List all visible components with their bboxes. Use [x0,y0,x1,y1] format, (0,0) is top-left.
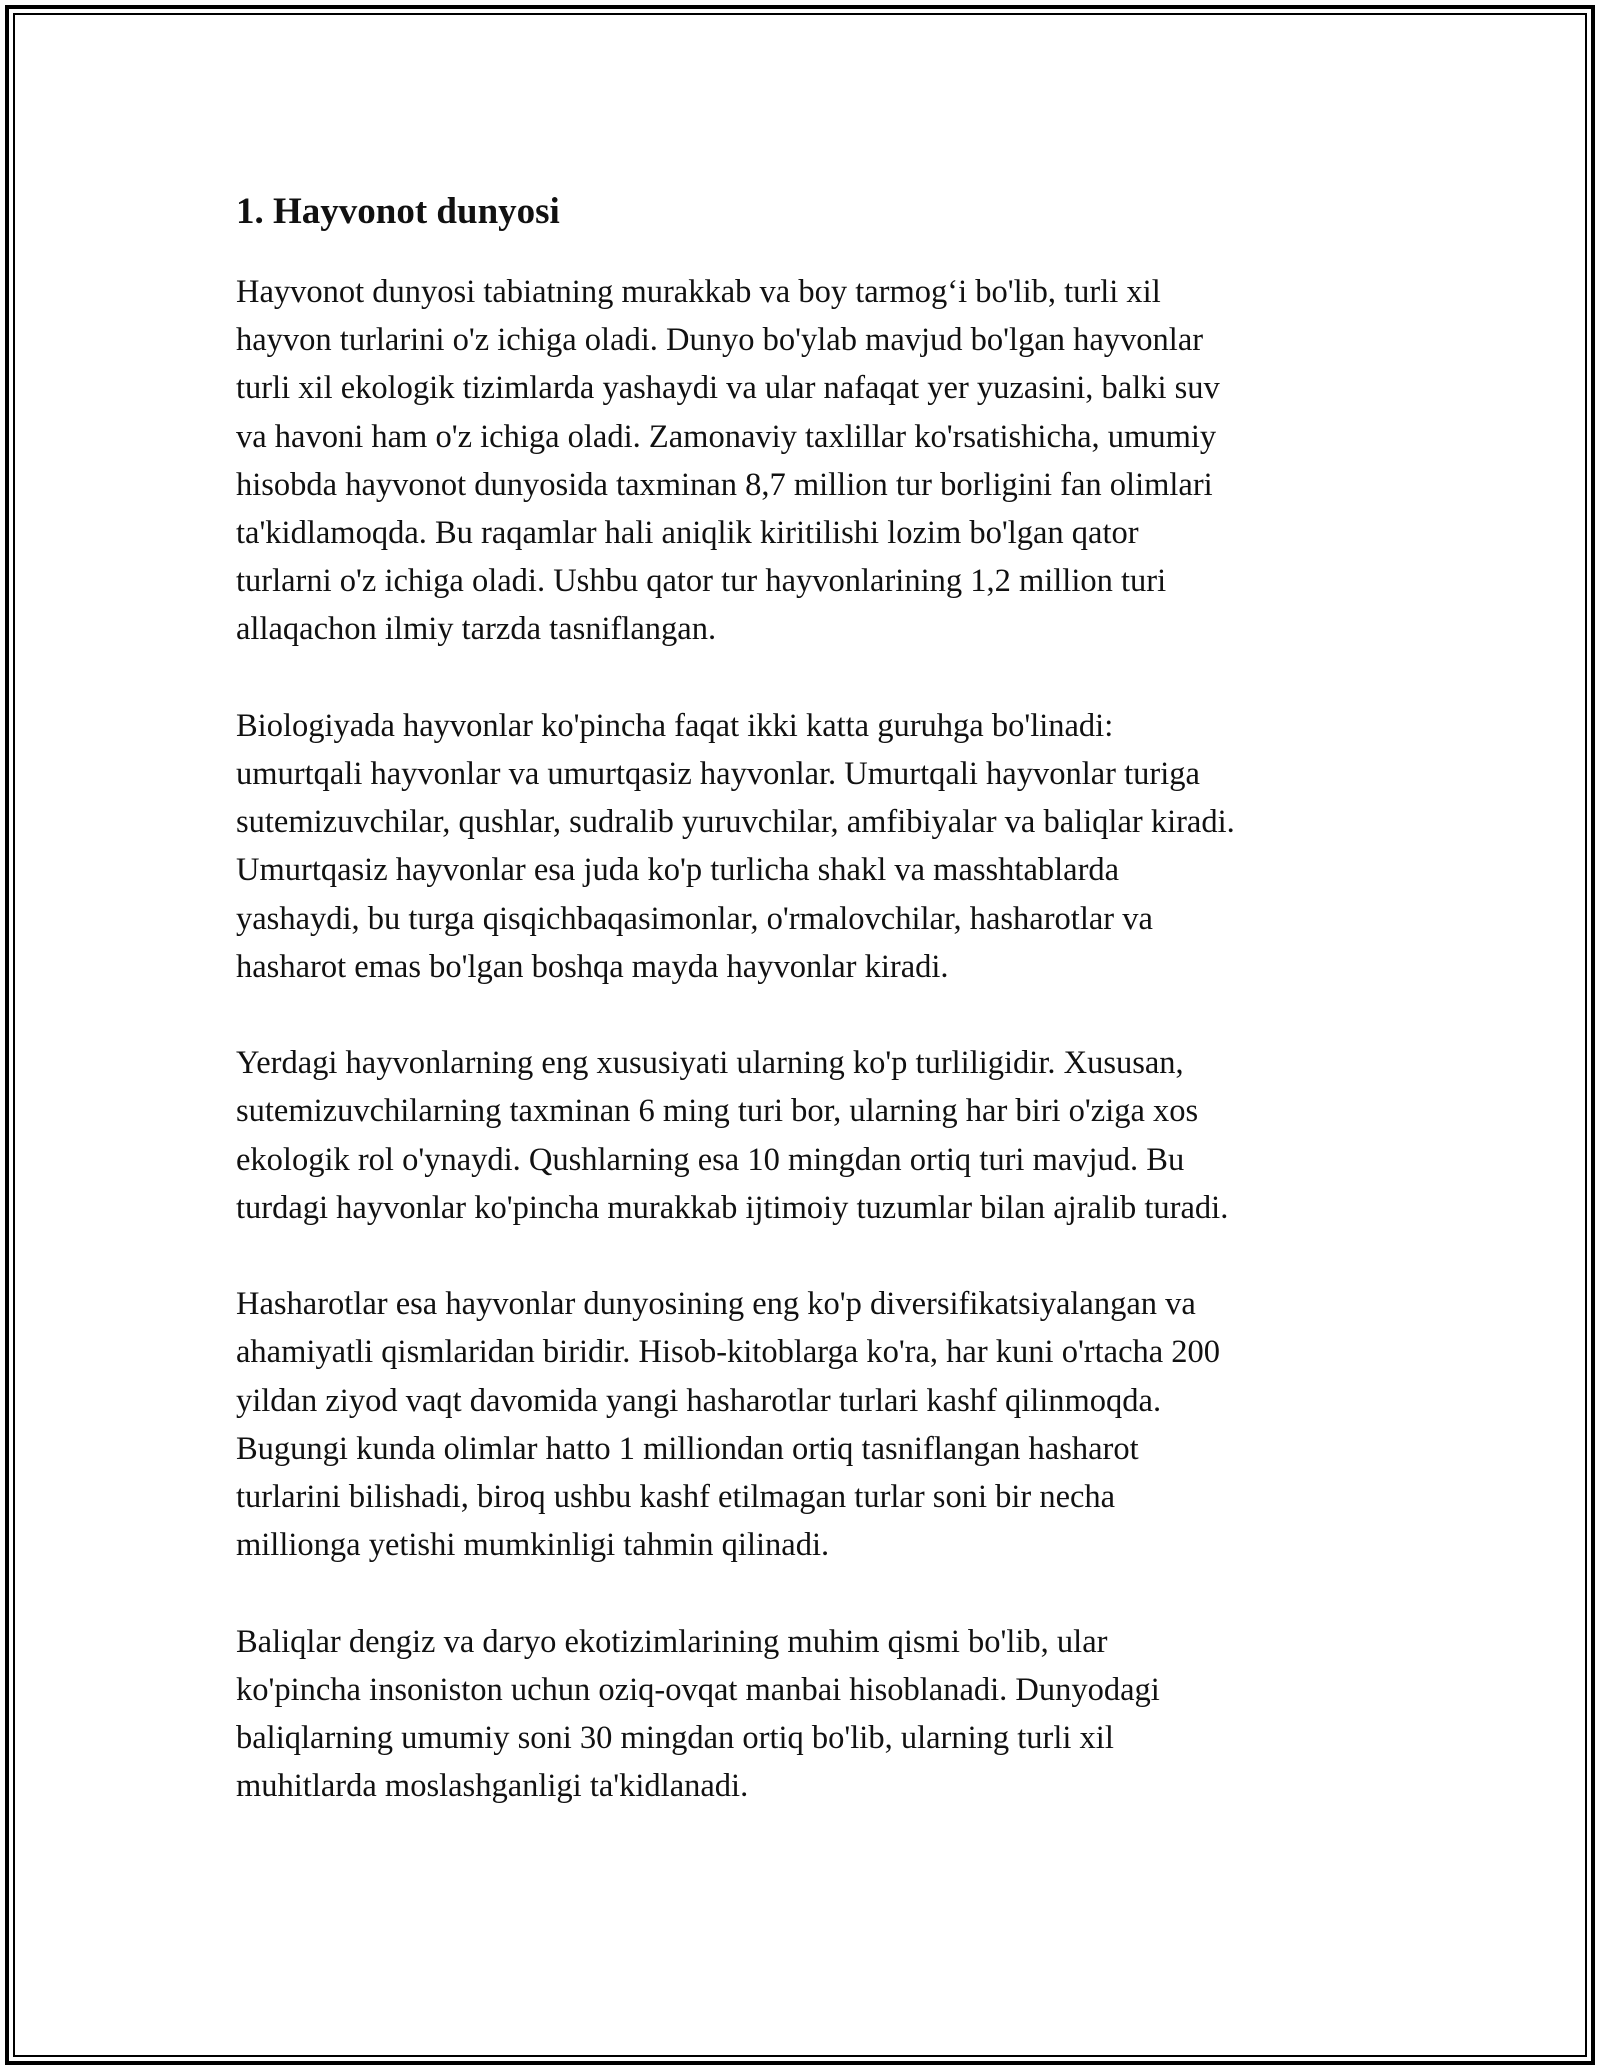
text-line: ko'pincha insoniston uchun oziq-ovqat manbai hisoblanadi. Dunyodagi [236,1671,1160,1708]
text-line: Biologiyada hayvonlar ko'pincha faqat ikki katta guruhga bo'linadi: [236,707,1114,744]
text-line: ta'kidlamoqda. Bu raqamlar hali aniqlik kiritilishi lozim bo'lgan qator [236,515,1139,552]
paragraph-insects [236,1280,1376,1569]
paragraph-fish [236,1618,1376,1811]
text-line: ekologik rol o'ynaydi. Qushlarning esa 10 mingdan ortiq turi mavjud. Bu [236,1141,1185,1178]
text-line: baliqlarning umumiy soni 30 mingdan ortiq bo'lib, ularning turli xil [236,1720,1114,1757]
text-line: turlarni o'z ichiga oladi. Ushbu qator tur hayvonlarining 1,2 million turi [236,563,1167,600]
text-line: umurtqali hayvonlar va umurtqasiz hayvonlar. Umurtqali hayvonlar turiga [236,756,1200,793]
text-line: ahamiyatli qismlaridan biridir. Hisob-kitoblarga ko'ra, har kuni o'rtacha 200 [236,1334,1221,1371]
paragraph-classification [236,702,1376,991]
text-line: Hayvonot dunyosi tabiatning murakkab va boy tarmog‘i bo'lib, turli xil [236,274,1161,310]
text-line: Hasharotlar esa hayvonlar dunyosining eng ko'p diversifikatsiyalangan va [236,1286,1196,1323]
text-line: Umurtqasiz hayvonlar esa juda ko'p turlicha shakl va masshtablarda [236,852,1120,889]
text-line: Bugungi kunda olimlar hatto 1 milliondan ortiq tasniflangan hasharot [236,1430,1139,1467]
paragraph-intro [236,268,1376,654]
text-line: millionga yetishi mumkinligi tahmin qilinadi. [236,1527,830,1564]
text-line: hasharot emas bo'lgan boshqa mayda hayvonlar kiradi. [236,948,949,985]
text-line: sutemizuvchilar, qushlar, sudralib yuruvchilar, amfibiyalar va baliqlar kiradi. [236,804,1235,841]
text-line: turli xil ekologik tizimlarda yashaydi va ular nafaqat yer yuzasini, balki suv [236,370,1220,407]
section-heading: 1. Hayvonot dunyosi [236,191,560,232]
text-line: hisobda hayvonot dunyosida taxminan 8,7 million tur borligini fan olimlari [236,466,1213,503]
text-line: yashaydi, bu turga qisqichbaqasimonlar, o'rmalovchilar, hasharotlar va [236,900,1153,937]
paragraph-diversity [236,1039,1376,1232]
text-line: turlarini bilishadi, biroq ushbu kashf etilmagan turlar soni bir necha [236,1479,1116,1516]
text-line: Yerdagi hayvonlarning eng xususiyati ularning ko'p turliligidir. Xususan, [236,1045,1184,1082]
text-line: turdagi hayvonlar ko'pincha murakkab ijtimoiy tuzumlar bilan ajralib turadi. [236,1189,1229,1226]
document-body [236,188,1376,1859]
text-line: muhitlarda moslashganligi ta'kidlanadi. [236,1768,749,1805]
text-line: allaqachon ilmiy tarzda tasniflangan. [236,611,717,648]
text-line: hayvon turlarini o'z ichiga oladi. Dunyo bo'ylab mavjud bo'lgan hayvonlar [236,322,1204,359]
text-line: sutemizuvchilarning taxminan 6 ming turi bor, ularning har biri o'ziga xos [236,1093,1199,1130]
text-line: va havoni ham o'z ichiga oladi. Zamonaviy taxlillar ko'rsatishicha, umumiy [236,418,1217,455]
text-line: Baliqlar dengiz va daryo ekotizimlarining muhim qismi bo'lib, ular [236,1623,1108,1660]
text-line: yildan ziyod vaqt davomida yangi hasharotlar turlari kashf qilinmoqda. [236,1382,1162,1419]
